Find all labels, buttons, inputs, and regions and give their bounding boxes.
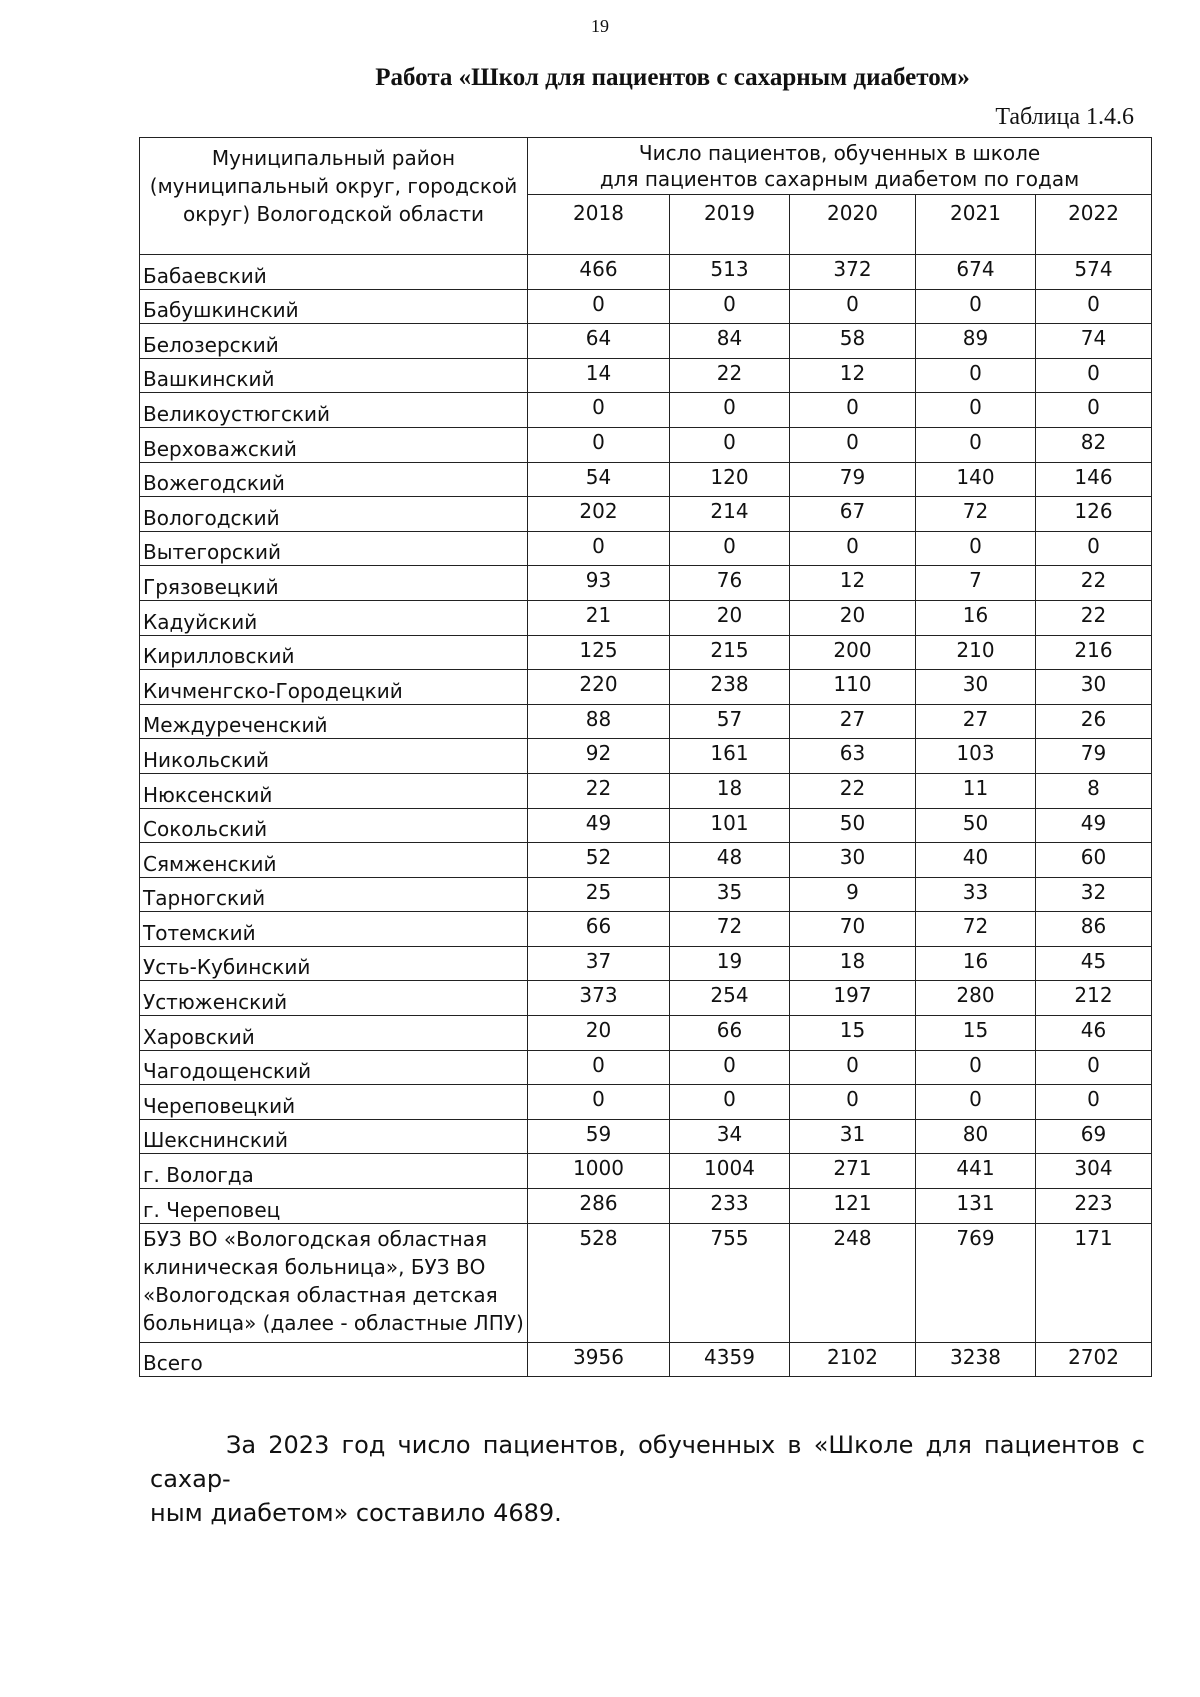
value-cell: 212 xyxy=(1036,981,1152,1016)
value-cell: 15 xyxy=(790,1016,916,1051)
region-name-cell: г. Вологда xyxy=(140,1154,528,1189)
table-row xyxy=(140,600,1152,635)
value-cell: 280 xyxy=(916,981,1036,1016)
value-cell: 80 xyxy=(916,1119,1036,1154)
value-cell: 200 xyxy=(790,635,916,670)
value-cell: 146 xyxy=(1036,462,1152,497)
value-cell: 20 xyxy=(790,600,916,635)
value-cell: 18 xyxy=(670,773,790,808)
region-name-cell: Бабаевский xyxy=(140,255,528,290)
table-row xyxy=(140,912,1152,947)
value-cell: 0 xyxy=(916,1085,1036,1120)
value-cell: 3238 xyxy=(916,1342,1036,1377)
value-cell: 0 xyxy=(1036,358,1152,393)
value-cell: 49 xyxy=(528,808,670,843)
value-cell: 69 xyxy=(1036,1119,1152,1154)
region-name-cell: Сокольский xyxy=(140,808,528,843)
region-name-cell: Верховажский xyxy=(140,427,528,462)
value-cell: 441 xyxy=(916,1154,1036,1189)
value-cell: 755 xyxy=(670,1223,790,1342)
value-cell: 0 xyxy=(916,427,1036,462)
region-name-cell: г. Череповец xyxy=(140,1189,528,1224)
value-cell: 103 xyxy=(916,739,1036,774)
value-cell: 21 xyxy=(528,600,670,635)
value-cell: 20 xyxy=(670,600,790,635)
table-row xyxy=(140,462,1152,497)
value-cell: 66 xyxy=(670,1016,790,1051)
value-cell: 88 xyxy=(528,704,670,739)
value-cell: 0 xyxy=(790,289,916,324)
value-cell: 197 xyxy=(790,981,916,1016)
value-cell: 57 xyxy=(670,704,790,739)
value-cell: 210 xyxy=(916,635,1036,670)
region-name-cell: Вологодский xyxy=(140,497,528,532)
table-row xyxy=(140,877,1152,912)
value-cell: 0 xyxy=(670,531,790,566)
value-cell: 60 xyxy=(1036,843,1152,878)
value-cell: 110 xyxy=(790,670,916,705)
value-cell: 0 xyxy=(670,1050,790,1085)
value-cell: 48 xyxy=(670,843,790,878)
paragraph-line1: За 2023 год число пациентов, обученных в «Школе для пациентов с сахар- xyxy=(150,1431,1145,1493)
value-cell: 59 xyxy=(528,1119,670,1154)
value-cell: 574 xyxy=(1036,255,1152,290)
table-row xyxy=(140,1223,1152,1342)
value-cell: 12 xyxy=(790,566,916,601)
table-row xyxy=(140,324,1152,359)
value-cell: 22 xyxy=(670,358,790,393)
value-cell: 233 xyxy=(670,1189,790,1224)
value-cell: 35 xyxy=(670,877,790,912)
region-name-cell: Кичменгско-Городецкий xyxy=(140,670,528,705)
value-cell: 1000 xyxy=(528,1154,670,1189)
value-cell: 0 xyxy=(528,1085,670,1120)
value-cell: 86 xyxy=(1036,912,1152,947)
table-row xyxy=(140,1119,1152,1154)
value-cell: 37 xyxy=(528,946,670,981)
value-cell: 140 xyxy=(916,462,1036,497)
region-name-cell: Бабушкинский xyxy=(140,289,528,324)
value-cell: 49 xyxy=(1036,808,1152,843)
document-title: Работа «Школ для пациентов с сахарным диабетом» xyxy=(375,64,970,91)
value-cell: 254 xyxy=(670,981,790,1016)
value-cell: 0 xyxy=(790,531,916,566)
year-header: 2020 xyxy=(790,195,916,255)
table-row xyxy=(140,1189,1152,1224)
table-row xyxy=(140,670,1152,705)
value-cell: 79 xyxy=(1036,739,1152,774)
value-cell: 2702 xyxy=(1036,1342,1152,1377)
value-cell: 528 xyxy=(528,1223,670,1342)
region-name-cell: Кирилловский xyxy=(140,635,528,670)
table-row xyxy=(140,393,1152,428)
value-cell: 4359 xyxy=(670,1342,790,1377)
value-cell: 0 xyxy=(670,289,790,324)
region-name-cell: Белозерский xyxy=(140,324,528,359)
value-cell: 63 xyxy=(790,739,916,774)
table-row xyxy=(140,1050,1152,1085)
value-cell: 101 xyxy=(670,808,790,843)
value-cell: 220 xyxy=(528,670,670,705)
value-cell: 64 xyxy=(528,324,670,359)
region-name-cell: Череповецкий xyxy=(140,1085,528,1120)
table-row xyxy=(140,981,1152,1016)
year-header: 2022 xyxy=(1036,195,1152,255)
region-name-cell: Всего xyxy=(140,1342,528,1377)
value-cell: 40 xyxy=(916,843,1036,878)
table-row xyxy=(140,808,1152,843)
value-cell: 7 xyxy=(916,566,1036,601)
value-cell: 46 xyxy=(1036,1016,1152,1051)
value-cell: 674 xyxy=(916,255,1036,290)
value-cell: 125 xyxy=(528,635,670,670)
value-cell: 58 xyxy=(790,324,916,359)
table-caption: Таблица 1.4.6 xyxy=(995,104,1134,130)
value-cell: 89 xyxy=(916,324,1036,359)
value-cell: 14 xyxy=(528,358,670,393)
value-cell: 25 xyxy=(528,877,670,912)
region-name-cell: БУЗ ВО «Вологодская областная клиническая больница», БУЗ ВО «Вологодская областная детская больница» (далее - областные ЛПУ) xyxy=(140,1223,528,1342)
value-cell: 248 xyxy=(790,1223,916,1342)
value-cell: 30 xyxy=(790,843,916,878)
value-cell: 30 xyxy=(916,670,1036,705)
region-name-cell: Шекснинский xyxy=(140,1119,528,1154)
value-cell: 92 xyxy=(528,739,670,774)
years-group-header xyxy=(528,138,1152,195)
value-cell: 72 xyxy=(916,497,1036,532)
value-cell: 0 xyxy=(916,393,1036,428)
value-cell: 67 xyxy=(790,497,916,532)
value-cell: 0 xyxy=(528,289,670,324)
value-cell: 33 xyxy=(916,877,1036,912)
table-row xyxy=(140,1154,1152,1189)
value-cell: 76 xyxy=(670,566,790,601)
value-cell: 79 xyxy=(790,462,916,497)
value-cell: 0 xyxy=(670,393,790,428)
value-cell: 0 xyxy=(790,1050,916,1085)
value-cell: 121 xyxy=(790,1189,916,1224)
value-cell: 15 xyxy=(916,1016,1036,1051)
value-cell: 3956 xyxy=(528,1342,670,1377)
table-row xyxy=(140,704,1152,739)
value-cell: 34 xyxy=(670,1119,790,1154)
year-header: 2018 xyxy=(528,195,670,255)
year-header: 2019 xyxy=(670,195,790,255)
value-cell: 769 xyxy=(916,1223,1036,1342)
value-cell: 271 xyxy=(790,1154,916,1189)
region-name-cell: Грязовецкий xyxy=(140,566,528,601)
value-cell: 0 xyxy=(790,1085,916,1120)
value-cell: 0 xyxy=(1036,393,1152,428)
value-cell: 30 xyxy=(1036,670,1152,705)
value-cell: 26 xyxy=(1036,704,1152,739)
value-cell: 32 xyxy=(1036,877,1152,912)
table-row xyxy=(140,531,1152,566)
value-cell: 0 xyxy=(1036,1050,1152,1085)
value-cell: 513 xyxy=(670,255,790,290)
value-cell: 120 xyxy=(670,462,790,497)
region-name-cell: Тотемский xyxy=(140,912,528,947)
region-name-cell: Нюксенский xyxy=(140,773,528,808)
value-cell: 161 xyxy=(670,739,790,774)
table-row xyxy=(140,289,1152,324)
year-header: 2021 xyxy=(916,195,1036,255)
value-cell: 214 xyxy=(670,497,790,532)
table-row xyxy=(140,427,1152,462)
value-cell: 0 xyxy=(790,427,916,462)
value-cell: 0 xyxy=(670,427,790,462)
value-cell: 202 xyxy=(528,497,670,532)
value-cell: 223 xyxy=(1036,1189,1152,1224)
value-cell: 93 xyxy=(528,566,670,601)
value-cell: 22 xyxy=(1036,600,1152,635)
value-cell: 12 xyxy=(790,358,916,393)
value-cell: 0 xyxy=(916,289,1036,324)
value-cell: 0 xyxy=(528,531,670,566)
value-cell: 27 xyxy=(916,704,1036,739)
value-cell: 0 xyxy=(916,358,1036,393)
value-cell: 373 xyxy=(528,981,670,1016)
value-cell: 215 xyxy=(670,635,790,670)
table-row xyxy=(140,255,1152,290)
table-row xyxy=(140,1016,1152,1051)
summary-paragraph xyxy=(150,1428,1145,1530)
value-cell: 22 xyxy=(790,773,916,808)
value-cell: 72 xyxy=(670,912,790,947)
value-cell: 82 xyxy=(1036,427,1152,462)
value-cell: 0 xyxy=(1036,289,1152,324)
value-cell: 372 xyxy=(790,255,916,290)
value-cell: 126 xyxy=(1036,497,1152,532)
region-name-cell: Чагодощенский xyxy=(140,1050,528,1085)
value-cell: 50 xyxy=(916,808,1036,843)
table-row xyxy=(140,497,1152,532)
value-cell: 84 xyxy=(670,324,790,359)
value-cell: 0 xyxy=(916,531,1036,566)
table-row xyxy=(140,358,1152,393)
value-cell: 50 xyxy=(790,808,916,843)
region-name-cell: Сямженский xyxy=(140,843,528,878)
value-cell: 2102 xyxy=(790,1342,916,1377)
value-cell: 0 xyxy=(670,1085,790,1120)
value-cell: 16 xyxy=(916,600,1036,635)
region-name-cell: Вожегодский xyxy=(140,462,528,497)
value-cell: 304 xyxy=(1036,1154,1152,1189)
value-cell: 286 xyxy=(528,1189,670,1224)
value-cell: 238 xyxy=(670,670,790,705)
table-row xyxy=(140,1342,1152,1377)
group-header-line2: для пациентов сахарным диабетом по годам xyxy=(599,167,1080,191)
value-cell: 9 xyxy=(790,877,916,912)
region-name-cell: Вашкинский xyxy=(140,358,528,393)
value-cell: 8 xyxy=(1036,773,1152,808)
value-cell: 171 xyxy=(1036,1223,1152,1342)
value-cell: 0 xyxy=(528,1050,670,1085)
region-name-cell: Устюженский xyxy=(140,981,528,1016)
value-cell: 216 xyxy=(1036,635,1152,670)
table-row xyxy=(140,566,1152,601)
value-cell: 19 xyxy=(670,946,790,981)
value-cell: 0 xyxy=(528,427,670,462)
table-row xyxy=(140,635,1152,670)
group-header-line1: Число пациентов, обученных в школе xyxy=(638,141,1041,165)
value-cell: 70 xyxy=(790,912,916,947)
region-name-cell: Великоустюгский xyxy=(140,393,528,428)
value-cell: 16 xyxy=(916,946,1036,981)
value-cell: 1004 xyxy=(670,1154,790,1189)
value-cell: 31 xyxy=(790,1119,916,1154)
value-cell: 0 xyxy=(916,1050,1036,1085)
patients-table xyxy=(139,137,1152,1377)
value-cell: 0 xyxy=(1036,531,1152,566)
region-column-header: Муниципальный район (муниципальный округ, городской округ) Вологодской области xyxy=(140,138,528,255)
region-name-cell: Харовский xyxy=(140,1016,528,1051)
table-row xyxy=(140,773,1152,808)
value-cell: 22 xyxy=(528,773,670,808)
value-cell: 27 xyxy=(790,704,916,739)
value-cell: 0 xyxy=(1036,1085,1152,1120)
value-cell: 45 xyxy=(1036,946,1152,981)
table-row xyxy=(140,843,1152,878)
region-name-cell: Кадуйский xyxy=(140,600,528,635)
value-cell: 66 xyxy=(528,912,670,947)
region-name-cell: Междуреченский xyxy=(140,704,528,739)
value-cell: 72 xyxy=(916,912,1036,947)
table-row xyxy=(140,1085,1152,1120)
value-cell: 18 xyxy=(790,946,916,981)
value-cell: 466 xyxy=(528,255,670,290)
region-name-cell: Никольский xyxy=(140,739,528,774)
value-cell: 74 xyxy=(1036,324,1152,359)
value-cell: 0 xyxy=(790,393,916,428)
region-name-cell: Тарногский xyxy=(140,877,528,912)
paragraph-line2: ным диабетом» составило 4689. xyxy=(150,1499,562,1527)
region-name-cell: Вытегорский xyxy=(140,531,528,566)
region-name-cell: Усть-Кубинский xyxy=(140,946,528,981)
value-cell: 52 xyxy=(528,843,670,878)
value-cell: 54 xyxy=(528,462,670,497)
value-cell: 11 xyxy=(916,773,1036,808)
value-cell: 22 xyxy=(1036,566,1152,601)
value-cell: 20 xyxy=(528,1016,670,1051)
value-cell: 0 xyxy=(528,393,670,428)
page-number: 19 xyxy=(591,16,609,36)
value-cell: 131 xyxy=(916,1189,1036,1224)
table-row xyxy=(140,946,1152,981)
table-row xyxy=(140,739,1152,774)
